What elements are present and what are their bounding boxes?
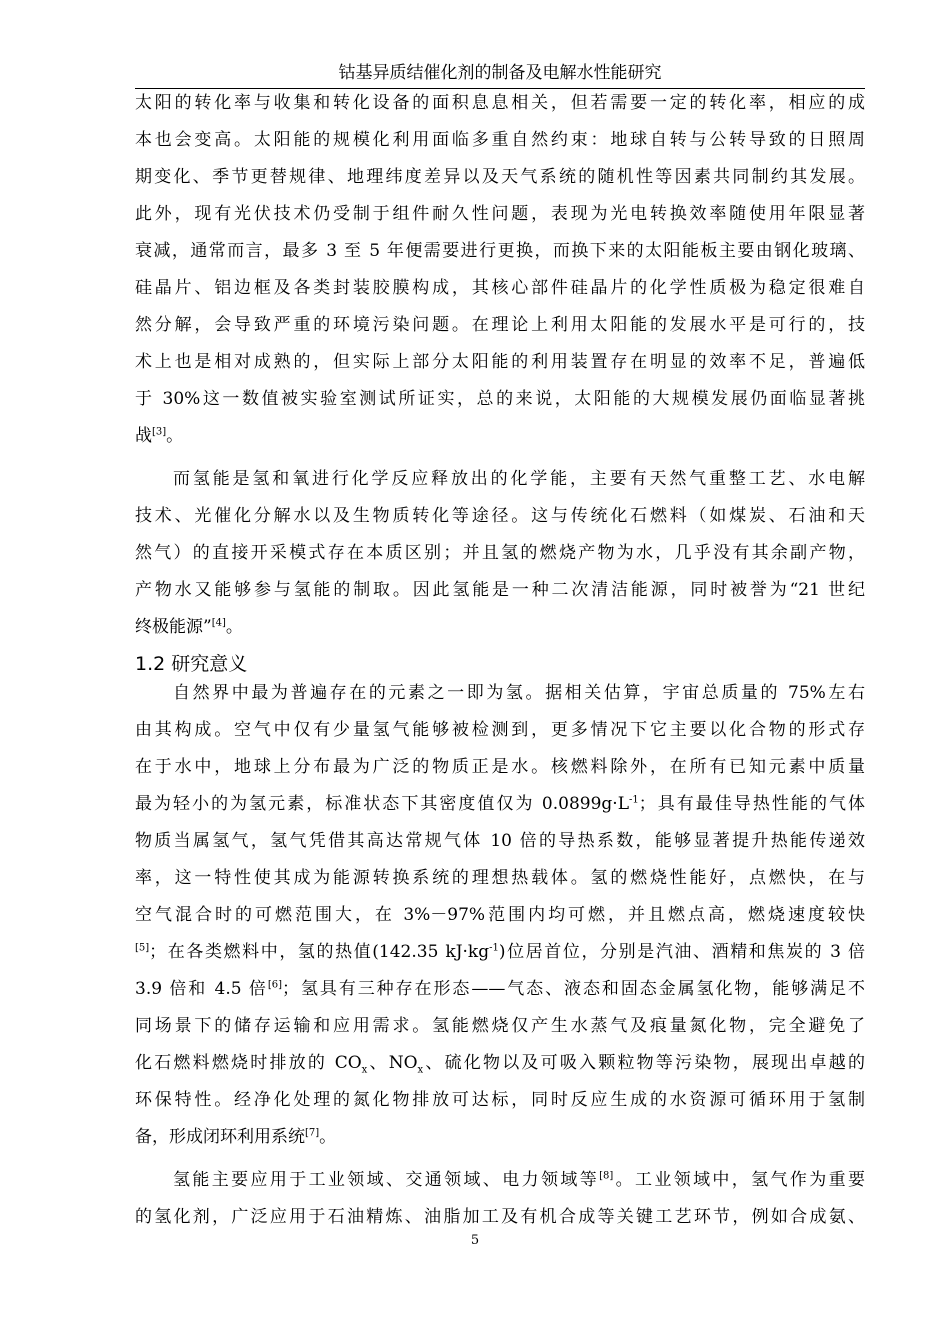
text-line: [135, 1052, 865, 1074]
text-line: [135, 1126, 865, 1148]
text-line: 硅晶片、铝边框及各类封装胶膜构成，其核心部件硅晶片的化学性质极为稳定很难自: [135, 278, 865, 298]
text-line: 由其构成。空气中仅有少量氢气能够被检测到，更多情况下它主要以化合物的形式存: [135, 720, 865, 740]
text-span: 最为轻小的为氢元素，标准状态下其密度值仅为 0.0899g·L: [135, 794, 629, 814]
citation-ref: [4]: [211, 617, 226, 629]
text-span: ；在各类燃料中，氢的热值(142.35 kJ·kg: [149, 942, 490, 962]
text-line: [135, 425, 865, 447]
text-line: 同场景下的储存运输和应用需求。氢能燃烧仅产生水蒸气及痕量氮化物，完全避免了: [135, 1016, 865, 1036]
text-line: 在于水中，地球上分布最为广泛的物质正是水。核燃料除外，在所有已知元素中质量: [135, 757, 865, 777]
text-span: ；具有最佳导热性能的气体: [638, 794, 865, 814]
citation-ref: [3]: [152, 426, 167, 438]
text-line: 本也会变高。太阳能的规模化利用面临多重自然约束：地球自转与公转导致的日照周: [135, 130, 865, 150]
text-span: 、硫化物以及可吸入颗粒物等污染物，展现出卓越的: [423, 1053, 865, 1073]
text-line: 然气）的直接开采模式存在本质区别；并且氢的燃烧产物为水，几乎没有其余副产物，: [135, 543, 865, 563]
text-line: 此外，现有光伏技术仍受制于组件耐久性问题，表现为光电转换效率随使用年限显著: [135, 204, 865, 224]
text-line: 太阳的转化率与收集和转化设备的面积息息相关，但若需要一定的转化率，相应的成: [135, 93, 865, 113]
text-span: 战: [135, 426, 152, 446]
citation-ref: [5]: [135, 942, 150, 954]
text-span: 。工业领域中，氢气作为重要: [613, 1170, 865, 1190]
citation-ref: [6]: [267, 979, 283, 991]
text-span: 氢能主要应用于工业领域、交通领域、电力领域等: [173, 1170, 600, 1190]
text-line: 物质当属氢气，氢气凭借其高达常规气体 10 倍的导热系数，能够显著提升热能传递效: [135, 831, 865, 851]
text-span: 3.9 倍和 4.5 倍: [135, 979, 268, 999]
text-line: [135, 616, 865, 638]
text-line: 术上也是相对成熟的，但实际上部分太阳能的利用装置存在明显的效率不足，普遍低: [135, 352, 865, 372]
text-line: [135, 941, 865, 963]
text-line: 而氢能是氢和氧进行化学反应释放出的化学能，主要有天然气重整工艺、水电解: [173, 469, 865, 489]
header-rule: [135, 88, 865, 89]
text-span: 备，形成闭环利用系统: [135, 1127, 305, 1147]
text-line: 自然界中最为普遍存在的元素之一即为氢。据相关估算，宇宙总质量的 75%左右: [173, 683, 865, 703]
text-line: 率，这一特性使其成为能源转换系统的理想热载体。氢的燃烧性能好，点燃快，在与: [135, 868, 865, 888]
subscript: x: [417, 1064, 424, 1074]
subscript: x: [361, 1064, 368, 1074]
running-header: 钴基异质结催化剂的制备及电解水性能研究: [338, 63, 662, 83]
text-span: )位居首位，分别是汽油、酒精和焦炭的 3 倍: [498, 942, 865, 962]
page-number: 5: [470, 1233, 480, 1248]
text-span: ；氢具有三种存在形态——气态、液态和固态金属氢化物，能够满足不: [282, 979, 865, 999]
text-line: 空气混合时的可燃范围大，在 3%－97%范围内均可燃，并且燃点高，燃烧速度较快: [135, 905, 865, 925]
text-span: 、NO: [367, 1053, 418, 1073]
text-span: 。: [166, 426, 184, 446]
text-line: 于 30%这一数值被实验室测试所证实，总的来说，太阳能的大规模发展仍面临显著挑: [135, 389, 865, 409]
text-line: [135, 978, 865, 1000]
citation-ref: [8]: [599, 1170, 614, 1182]
text-line: 期变化、季节更替规律、地理纬度差异以及天气系统的随机性等因素共同制约其发展。: [135, 167, 865, 187]
text-line: 产物水又能够参与氢能的制取。因此氢能是一种二次清洁能源，同时被誉为“21 世纪: [135, 580, 865, 600]
citation-ref: [7]: [305, 1127, 320, 1139]
text-line: 衰减，通常而言，最多 3 至 5 年便需要进行更换，而换下来的太阳能板主要由钢化玻璃、: [135, 241, 865, 261]
text-line: [135, 793, 865, 815]
text-line: 然分解，会导致严重的环境污染问题。在理论上利用太阳能的发展水平是可行的，技: [135, 315, 865, 335]
text-line: 环保特性。经净化处理的氮化物排放可达标，同时反应生成的水资源可循环用于氢制: [135, 1090, 865, 1110]
text-span: 终极能源”: [135, 617, 212, 637]
superscript: -1: [628, 794, 639, 806]
text-line: [135, 1169, 865, 1191]
text-span: 。: [319, 1127, 337, 1147]
superscript: -1: [489, 942, 499, 954]
section-heading: 1.2 研究意义: [135, 653, 248, 675]
text-span: 。: [225, 617, 243, 637]
text-line: 的氢化剂，广泛应用于石油精炼、油脂加工及有机合成等关键工艺环节，例如合成氨、: [135, 1207, 865, 1227]
text-span: 化石燃料燃烧时排放的 CO: [135, 1053, 362, 1073]
text-line: 技术、光催化分解水以及生物质转化等途径。这与传统化石燃料（如煤炭、石油和天: [135, 506, 865, 526]
